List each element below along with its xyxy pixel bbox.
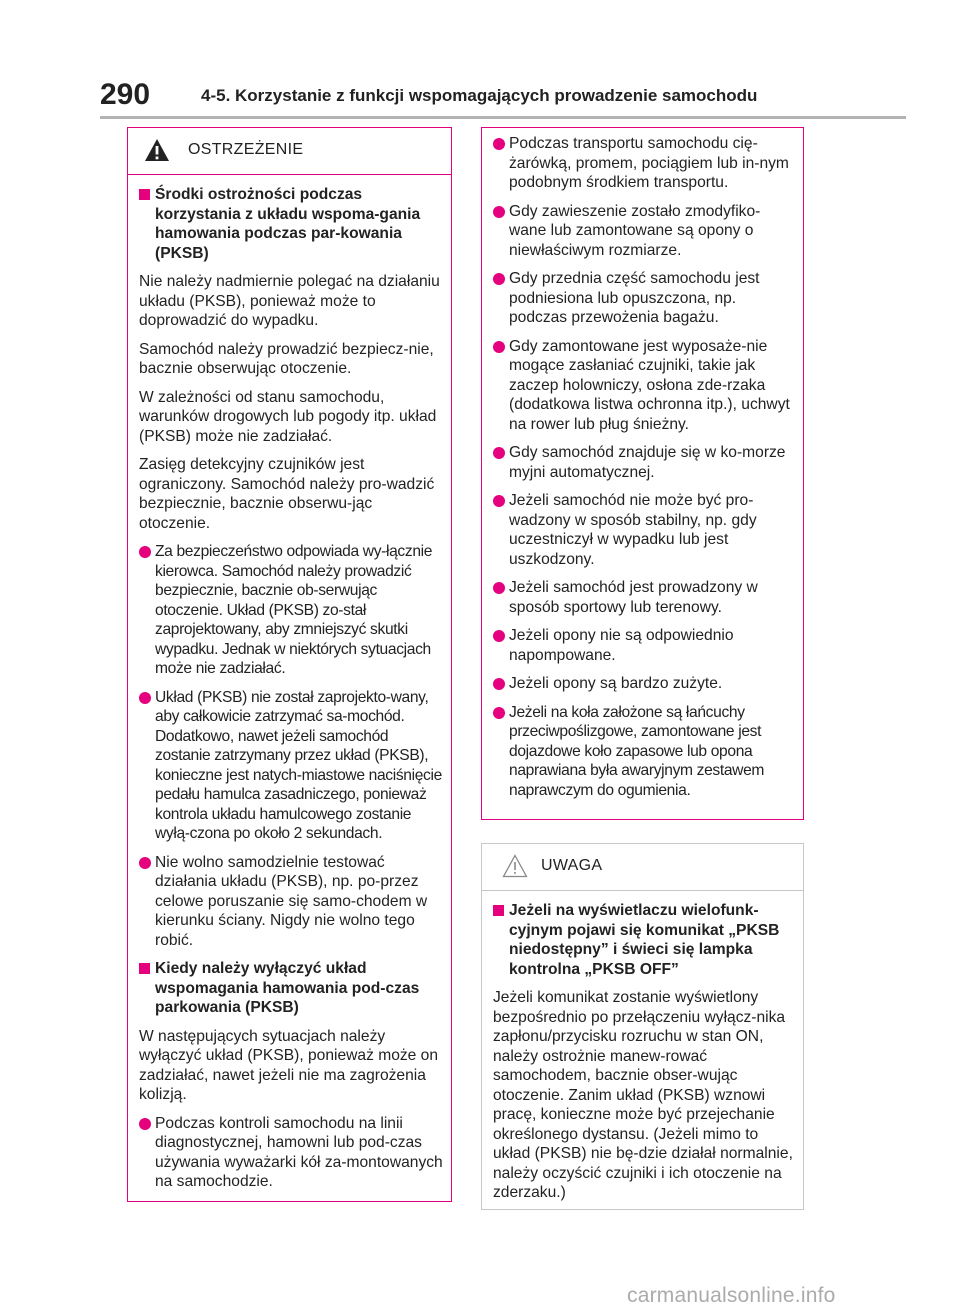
list-item-text: Podczas transportu samochodu cię-żarówką, promem, pociągiem lub in-nym podobnym środkiem transportu.: [509, 135, 789, 191]
round-bullet-icon: [139, 857, 151, 869]
round-bullet-icon: [493, 582, 505, 594]
list-item: [493, 491, 795, 569]
notice-header: [482, 844, 803, 891]
list-item: [493, 134, 795, 193]
paragraph: Samochód należy prowadzić bezpiecz-nie, bacznie obserwując otoczenie.: [139, 340, 434, 377]
paragraph: Zasięg detekcyjny czujników jest ograniczony. Samochód należy pro-wadzić bezpiecznie, bacznie obserwu-jąc otoczenie.: [139, 456, 435, 532]
list-item-text: Podczas kontroli samochodu na linii diagnostycznej, hamowni lub pod-czas używania wyważarki kół za-montowanych na samochodzie.: [155, 1114, 443, 1190]
list-item-text: Za bezpieczeństwo odpowiada wy-łącznie kierowca. Samochód należy prowadzić bezpiecznie, bacznie ob-serwując otoczenie. Układ (PKSB) zo-stał zaprojektowany, aby zmniejszyć skutki wypadku. Jednak w niektórych sytuacjach może nie zadziałać.: [155, 543, 433, 677]
round-bullet-icon: [493, 206, 505, 218]
list-item: [493, 578, 795, 617]
round-bullet-icon: [139, 546, 151, 558]
list-item-text: Jeżeli opony nie są odpowiednio napompowane.: [509, 627, 734, 664]
notice-label: UWAGA: [541, 857, 603, 874]
square-bullet-icon: [139, 189, 150, 200]
round-bullet-icon: [493, 678, 505, 690]
list-item-text: Jeżeli samochód jest prowadzony w sposób sportowy lub terenowy.: [509, 579, 758, 616]
section-title: 4-5. Korzystanie z funkcji wspomagających prowadzenie samochodu: [201, 86, 758, 105]
warning-box: [127, 127, 452, 1202]
warning-label: OSTRZEŻENIE: [188, 141, 304, 158]
round-bullet-icon: [493, 447, 505, 459]
list-item: [493, 337, 795, 435]
list-item-text: Układ (PKSB) nie został zaprojekto-wany, aby całkowicie zatrzymać sa-mochód. Dodatkowo, nawet jeżeli samochód zostanie zatrzymany przez układ (PKSB), konieczne jest natych-miastowe naciśnięcie pedału hamulca zasadniczego, ponieważ kontrola układu hamulcowego zostanie wyłą-czona po około 2 sekundach.: [155, 688, 442, 842]
warning-header: [128, 128, 451, 175]
warning-subheading-text: Kiedy należy wyłączyć układ wspomagania hamowania pod-czas parkowania (PKSB): [155, 960, 420, 1016]
list-item: [139, 688, 443, 844]
warning-subheading: [139, 959, 443, 1018]
list-item: [139, 853, 443, 951]
caution-triangle-icon: [502, 854, 528, 878]
paragraph: W zależności od stanu samochodu, warunków drogowych lub pogody itp. układ (PKSB) może nie zadziałać.: [139, 388, 437, 445]
list-item-text: Jeżeli na koła założone są łańcuchy przeciwpoślizgowe, zamontowane jest dojazdowe koło zapasowe lub opona naprawiana była awaryjnym zestawem naprawczym do ogumienia.: [509, 703, 765, 799]
round-bullet-icon: [139, 692, 151, 704]
notice-box: [481, 843, 804, 1210]
round-bullet-icon: [493, 273, 505, 285]
warning-subheading: [139, 185, 443, 263]
list-item: [139, 1114, 443, 1192]
warning-triangle-icon: [144, 138, 170, 162]
round-bullet-icon: [493, 138, 505, 150]
paragraph: Jeżeli komunikat zostanie wyświetlony bezpośrednio po przełączeniu wyłącz-nika zapłonu/przycisku rozruchu w stan ON, należy ostrożnie manew-rować samochodem, bacznie obser-wując otoczenie. Zanim układ (PKSB) wznowi pracę, konieczne może być przejechanie określonego dystansu. (Jeżeli mimo to układ (PKSB) nie bę-dzie działał normalnie, należy oczyścić czujniki i ich otoczenie na zderzaku.): [493, 989, 793, 1201]
round-bullet-icon: [493, 341, 505, 353]
notice-subheading: [493, 901, 795, 979]
list-item-text: Jeżeli opony są bardzo zużyte.: [509, 675, 723, 692]
list-item: [139, 542, 443, 679]
list-item-text: Gdy samochód znajduje się w ko-morze myjni automatycznej.: [509, 444, 786, 481]
paragraph: Nie należy nadmiernie polegać na działaniu układu (PKSB), ponieważ może to doprowadzić do wypadku.: [139, 273, 440, 329]
header-divider: [100, 116, 906, 119]
warning-continuation-box: [481, 127, 804, 820]
page-number: 290: [100, 78, 151, 111]
square-bullet-icon: [139, 963, 150, 974]
warning-continuation-content: [482, 128, 803, 800]
square-bullet-icon: [493, 905, 504, 916]
list-item: [493, 443, 795, 482]
list-item-text: Gdy przednia część samochodu jest podniesiona lub opuszczona, np. podczas przewożenia bagażu.: [509, 270, 760, 326]
warning-content: [128, 175, 451, 1192]
list-item: [493, 202, 795, 261]
list-item: [493, 626, 795, 665]
round-bullet-icon: [493, 495, 505, 507]
list-item-text: Nie wolno samodzielnie testować działania układu (PKSB), np. po-przez celowe poruszanie się samo-chodem w kierunku ściany. Nigdy nie wolno tego robić.: [155, 853, 428, 949]
list-item: [493, 674, 795, 694]
paragraph: W następujących sytuacjach należy wyłączyć układ (PKSB), ponieważ może on zadziałać, nawet jeżeli nie ma zagrożenia kolizją.: [139, 1027, 439, 1103]
round-bullet-icon: [493, 707, 505, 719]
notice-subheading-text: Jeżeli na wyświetlaczu wielofunk-cyjnym pojawi się komunikat „PKSB niedostępny” i świeci się lampka kontrolna „PKSB OFF”: [509, 902, 780, 978]
list-item: [493, 703, 795, 801]
list-item-text: Gdy zamontowane jest wyposaże-nie mogące zasłaniać czujniki, takie jak zaczep holowniczy, osłona zde-rzaka (dodatkowa listwa ochronna itp.), uchwyt na rower lub pług śnieżny.: [509, 337, 790, 433]
list-item-text: Gdy zawieszenie zostało zmodyfiko-wane lub zamontowane są opony o niewłaściwym rozmiarze.: [509, 202, 761, 259]
round-bullet-icon: [139, 1118, 151, 1130]
list-item-text: Jeżeli samochód nie może być pro-wadzony w sposób stabilny, np. gdy uczestniczył w wypadku lub jest uszkodzony.: [509, 492, 757, 568]
watermark: carmanualsonline.info: [627, 1284, 836, 1307]
notice-content: [482, 891, 803, 1203]
round-bullet-icon: [493, 630, 505, 642]
warning-subheading-text: Środki ostrożności podczas korzystania z układu wspoma-gania hamowania podczas par-kowania (PKSB): [155, 186, 421, 262]
list-item: [493, 269, 795, 328]
